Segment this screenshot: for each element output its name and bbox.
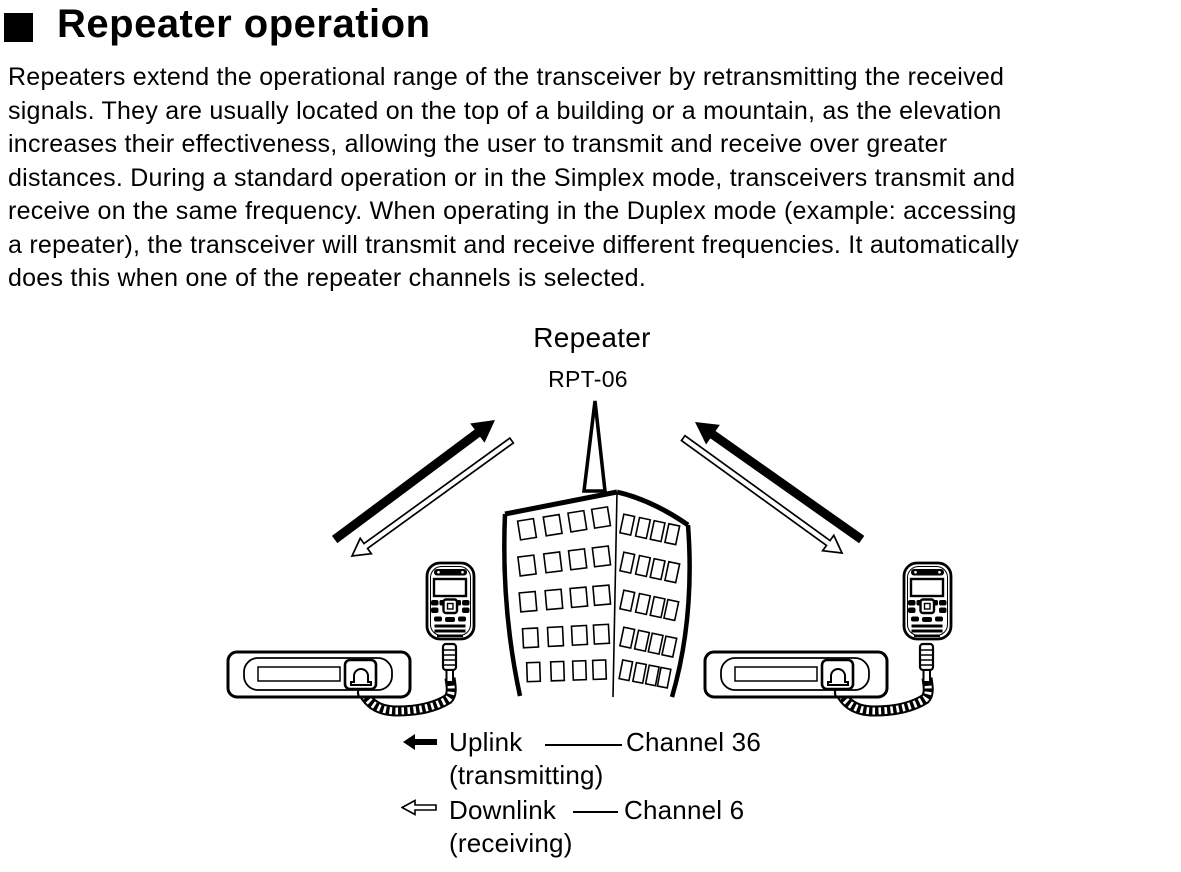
uplink-arrow-right — [688, 412, 869, 549]
repeater-label: Repeater — [533, 322, 651, 353]
antenna — [584, 401, 605, 491]
repeater-building — [504, 401, 689, 697]
legend-downlink-sub: (receiving) — [449, 828, 573, 858]
legend-uplink-line — [545, 744, 622, 746]
legend-downlink-channel: Channel 6 — [624, 795, 745, 825]
paragraph-line: Repeaters extend the operational range of the transceiver by retransmitting the received — [8, 63, 1005, 91]
repeater-id-label: RPT-06 — [548, 366, 628, 392]
paragraph-line: distances. During a standard operation or in the Simplex mode, transceivers transmit and — [8, 163, 1016, 192]
uplink-arrow-left — [327, 410, 502, 549]
transceiver-left — [228, 563, 474, 711]
legend-downlink-line — [573, 811, 618, 813]
building-windows-right — [619, 514, 680, 688]
downlink-arrow-right — [678, 430, 848, 560]
paragraph-line: signals. They are usually located on the top of a building or a mountain, as the elevation — [8, 96, 1002, 125]
page-title: Repeater operation — [57, 2, 431, 46]
legend-uplink-label: Uplink — [449, 727, 523, 757]
downlink-arrow-left — [346, 433, 517, 564]
transceiver-right — [705, 563, 951, 711]
legend-uplink-channel: Channel 36 — [626, 727, 761, 757]
legend-downlink-label: Downlink — [449, 795, 557, 825]
legend-uplink-sub: (transmitting) — [449, 760, 604, 790]
downlink-arrow-icon — [401, 798, 437, 817]
paragraph-line: a repeater), the transceiver will transmit and receive different frequencies. It automatically — [8, 230, 1019, 259]
paragraph-line: does this when one of the repeater channels is selected. — [8, 264, 647, 292]
building-windows-left — [518, 507, 611, 682]
paragraph-line: receive on the same frequency. When operating in the Duplex mode (example: accessing — [8, 197, 1017, 225]
uplink-arrow-icon — [403, 733, 437, 751]
paragraph-line: increases their effectiveness, allowing the user to transmit and receive over greater — [8, 130, 948, 158]
